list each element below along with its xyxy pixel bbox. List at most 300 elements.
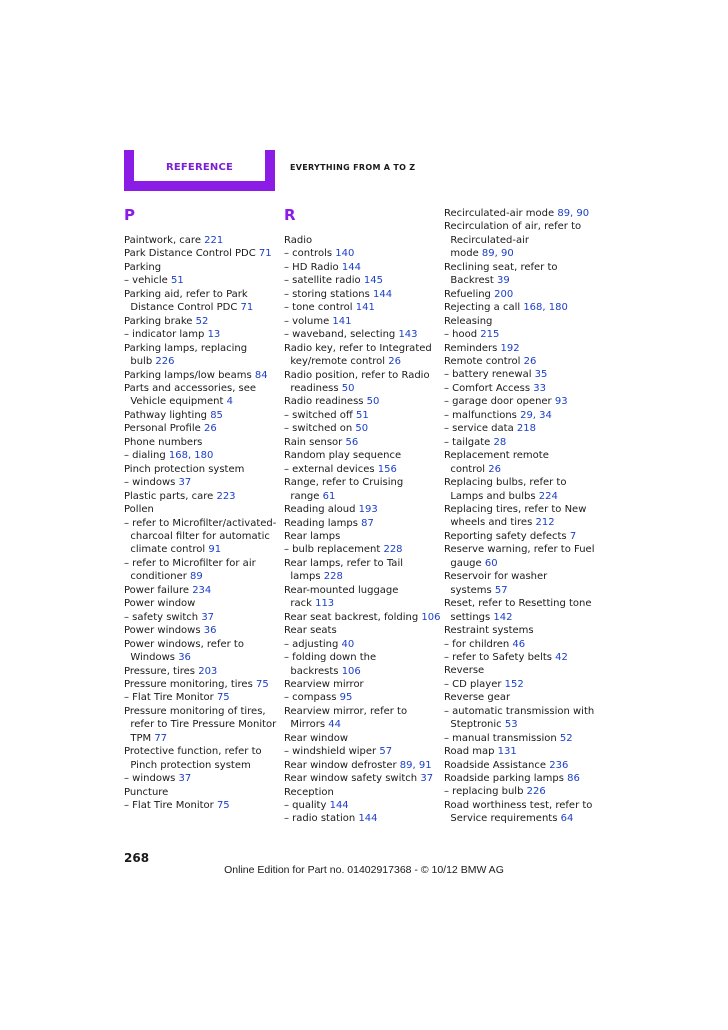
page-reference-link[interactable]: 144 — [329, 800, 349, 812]
page-reference-link[interactable]: 228 — [323, 571, 343, 583]
page-reference-link[interactable]: 37 — [178, 773, 192, 785]
index-entry — [444, 745, 594, 758]
index-entry — [444, 382, 594, 395]
index-entry — [444, 247, 594, 260]
page-reference-link[interactable]: 152 — [504, 678, 524, 690]
index-entry-text: Radio position, refer to Radio — [284, 369, 430, 381]
index-entry — [124, 517, 277, 530]
index-letter-heading: P — [124, 206, 135, 224]
index-entry-text: charcoal filter for automatic — [124, 530, 270, 542]
index-entry — [284, 395, 434, 408]
index-entry-text: – radio station — [284, 813, 359, 825]
index-entry-text: Backrest — [444, 275, 497, 287]
index-entry — [444, 624, 594, 637]
index-entry-text: – tailgate — [444, 436, 494, 448]
index-entry-text: – windows — [124, 773, 179, 785]
page-reference-link[interactable]: 142 — [493, 611, 513, 623]
page-reference-link[interactable]: 89, 91 — [399, 759, 432, 771]
section-tab-inner — [134, 150, 265, 181]
page-reference-link[interactable]: 144 — [341, 261, 361, 273]
index-entry-text: Replacing bulbs, refer to — [444, 477, 567, 489]
index-entry — [124, 786, 274, 799]
page-reference-link[interactable]: 37 — [420, 773, 434, 785]
index-entry-text: – refer to Microfilter for air — [124, 557, 256, 569]
index-entry — [284, 665, 434, 678]
index-entry — [444, 449, 594, 462]
page-reference-link[interactable]: 26 — [203, 423, 217, 435]
index-entry-text: Phone numbers — [124, 436, 203, 448]
index-entry-text: – manual transmission — [444, 732, 560, 744]
index-entry — [444, 503, 594, 516]
index-entry-text: control — [444, 463, 489, 475]
index-entry — [124, 355, 274, 368]
page-reference-link[interactable]: 218 — [516, 423, 536, 435]
index-entry — [444, 651, 594, 664]
index-entry-text: Parking brake — [124, 315, 196, 327]
index-entry-text: Pressure monitoring, tires — [124, 678, 256, 690]
index-entry-text: – automatic transmission with — [444, 705, 595, 717]
page-reference-link[interactable]: 89, 90 — [557, 208, 590, 219]
index-entry — [124, 611, 274, 624]
page-reference-link[interactable]: 212 — [535, 517, 555, 529]
index-entry — [124, 759, 274, 772]
index-entry-text: – folding down the — [284, 652, 377, 664]
index-entry — [284, 718, 434, 731]
index-entry-text: – compass — [284, 692, 340, 704]
index-entry-text: TPM — [124, 732, 155, 744]
index-entry — [124, 382, 274, 395]
index-entry — [444, 516, 594, 529]
index-entry — [124, 665, 274, 678]
index-entry — [444, 409, 594, 422]
index-entry-text: Rearview mirror — [284, 678, 364, 690]
index-entry — [124, 732, 274, 745]
index-entry — [444, 368, 594, 381]
index-entry-text: Rear seat backrest, folding — [284, 611, 422, 623]
page-reference-link[interactable]: 75 — [216, 800, 230, 812]
index-entry — [124, 490, 274, 503]
index-entry — [444, 759, 594, 772]
index-entry-text: – windshield wiper — [284, 746, 380, 758]
index-entry-text: Rear window defroster — [284, 759, 400, 771]
index-entry — [444, 234, 594, 247]
index-entry — [444, 422, 594, 435]
index-entry-text: – windows — [124, 477, 179, 489]
index-entry — [284, 301, 434, 314]
index-entry — [444, 557, 594, 570]
index-entry-text: climate control — [124, 544, 209, 556]
page-reference-link[interactable]: 33 — [533, 382, 547, 394]
index-entry-text: Pressure, tires — [124, 665, 199, 677]
index-entry — [444, 301, 594, 314]
page-reference-link[interactable]: 36 — [203, 625, 217, 637]
page-reference-link[interactable]: 75 — [255, 678, 269, 690]
index-entry-text: – volume — [284, 315, 333, 327]
page-reference-link[interactable]: 77 — [154, 732, 168, 744]
index-entry-text: Rear lamps — [284, 530, 341, 542]
page-reference-link[interactable]: 26 — [523, 355, 537, 367]
index-entry-text: Reverse — [444, 665, 485, 677]
index-entry — [444, 530, 594, 543]
header-title: EVERYTHING FROM A TO Z — [290, 163, 416, 172]
index-entry — [124, 234, 274, 247]
index-entry — [284, 369, 434, 382]
index-entry — [444, 597, 594, 610]
index-entry-text: Plastic parts, care — [124, 490, 217, 502]
page-reference-link[interactable]: 156 — [377, 463, 397, 475]
index-entry — [124, 288, 274, 301]
page-reference-link[interactable]: 144 — [358, 813, 378, 825]
index-entry-text: – hood — [444, 329, 481, 341]
index-entry-text: Pathway lighting — [124, 409, 211, 421]
index-entry-text: Reminders — [444, 342, 501, 354]
page-reference-link[interactable]: 26 — [488, 463, 501, 475]
index-entry-text: Pinch protection system — [124, 463, 245, 475]
index-entry-text: Reverse gear — [444, 692, 511, 704]
index-entry-text: Power windows, refer to — [124, 638, 244, 650]
index-entry — [284, 759, 434, 772]
index-entry — [124, 449, 274, 462]
index-entry-text: readiness — [284, 382, 342, 394]
index-entry — [124, 530, 274, 543]
index-entry — [284, 234, 434, 247]
page-reference-link[interactable]: 37 — [201, 611, 215, 623]
index-entry — [444, 718, 594, 731]
index-entry — [124, 315, 274, 328]
index-entry-text: Rear-mounted luggage — [284, 584, 399, 596]
index-entry — [124, 570, 274, 583]
page-reference-link[interactable]: 37 — [178, 477, 192, 489]
page-reference-link[interactable]: 91 — [208, 544, 222, 556]
index-entry — [284, 503, 434, 516]
index-entry-text: Rain sensor — [284, 436, 346, 448]
page-reference-link[interactable]: 168, 180 — [168, 450, 214, 462]
page-reference-link[interactable]: 86 — [567, 773, 580, 785]
page-reference-link[interactable]: 28 — [493, 436, 507, 448]
index-entry — [444, 288, 594, 301]
page-reference-link[interactable]: 52 — [195, 315, 209, 327]
index-entry — [284, 490, 434, 503]
page-reference-link[interactable]: 71 — [240, 302, 254, 314]
page-reference-link[interactable]: 141 — [332, 315, 352, 327]
index-entry-text: Mirrors — [284, 719, 329, 731]
index-entry — [444, 220, 594, 233]
index-entry — [284, 328, 434, 341]
index-entry-text: Recirculation of air, refer to — [444, 221, 582, 233]
index-entry-text: Reading lamps — [284, 517, 362, 529]
page-reference-link[interactable]: 51 — [170, 275, 184, 287]
index-entry — [124, 463, 274, 476]
index-entry — [284, 678, 434, 691]
index-entry-text: Road map — [444, 746, 498, 758]
index-entry-text: Rearview mirror, refer to — [284, 705, 408, 717]
page-reference-link[interactable]: 143 — [398, 329, 418, 341]
index-entry — [444, 328, 594, 341]
page-reference-link[interactable]: 56 — [345, 436, 359, 448]
page-reference-link[interactable]: 144 — [372, 288, 393, 300]
index-entry-text: Road worthiness test, refer to — [444, 799, 593, 811]
page-reference-link[interactable]: 50 — [355, 423, 369, 435]
index-entry — [124, 745, 274, 758]
index-entry-text: Reservoir for washer — [444, 571, 548, 583]
index-entry-text: Range, refer to Cruising — [284, 477, 404, 489]
page-reference-link[interactable]: 29, 34 — [520, 409, 552, 421]
index-entry — [124, 409, 274, 422]
page-reference-link[interactable]: 228 — [383, 544, 403, 556]
index-entry — [124, 247, 274, 260]
index-entry-text: – indicator lamp — [124, 329, 208, 341]
index-entry-text: Replacement remote — [444, 450, 549, 462]
index-entry-text: refer to Tire Pressure Monitor — [124, 719, 277, 731]
index-entry — [124, 638, 274, 651]
index-entry — [444, 638, 594, 651]
index-entry-text: Protective function, refer to — [124, 746, 262, 758]
index-entry-text: Steptronic — [444, 719, 505, 731]
page-reference-link[interactable]: 113 — [315, 598, 335, 610]
page-reference-link[interactable]: 51 — [355, 409, 369, 421]
page-reference-link[interactable]: 75 — [216, 692, 230, 704]
index-entry — [444, 463, 594, 476]
index-entry-text: Parking — [124, 261, 162, 273]
page-reference-link[interactable]: 4 — [226, 396, 233, 408]
index-entry-text: Vehicle equipment — [124, 396, 227, 408]
index-entry — [284, 247, 434, 260]
index-entry — [444, 476, 594, 489]
page-reference-link[interactable]: 89, 90 — [481, 248, 514, 260]
index-entry — [444, 611, 594, 624]
page-reference-link[interactable]: 93 — [554, 396, 568, 408]
index-entry — [444, 678, 594, 691]
page-reference-link[interactable]: 50 — [366, 396, 380, 408]
page-reference-link[interactable]: 64 — [560, 813, 574, 825]
index-entry — [284, 517, 434, 530]
page-reference-link[interactable]: 40 — [341, 638, 355, 650]
index-entry-text: gauge — [444, 557, 485, 569]
index-entry-text: Radio key, refer to Integrated — [284, 342, 432, 354]
index-entry — [284, 543, 434, 556]
index-entry-text: Reserve warning, refer to Fuel — [444, 544, 595, 556]
index-entry — [284, 705, 434, 718]
page-reference-link[interactable]: 84 — [254, 369, 268, 381]
index-entry — [444, 543, 594, 556]
index-entry-text: – controls — [284, 248, 336, 260]
page-reference-link[interactable]: 236 — [549, 759, 569, 771]
index-entry-text: Pollen — [124, 504, 154, 516]
index-entry-text: Park Distance Control PDC — [124, 248, 259, 260]
index-entry — [284, 624, 434, 637]
index-entry — [284, 651, 434, 664]
index-entry-text: Remote control — [444, 355, 524, 367]
index-entry — [284, 557, 434, 570]
page-reference-link[interactable]: 35 — [534, 369, 548, 381]
index-entry — [284, 772, 434, 785]
page-reference-link[interactable]: 193 — [358, 504, 378, 516]
page-reference-link[interactable]: 224 — [538, 490, 558, 502]
index-entry-text: – refer to Safety belts — [444, 651, 556, 663]
page-reference-link[interactable]: 221 — [204, 235, 224, 246]
page-reference-link[interactable]: 215 — [480, 329, 500, 341]
index-entry — [444, 207, 594, 220]
index-entry — [124, 543, 274, 556]
index-letter-heading: R — [284, 206, 296, 224]
page-reference-link[interactable]: 131 — [497, 746, 517, 758]
index-entry-text: – quality — [284, 800, 330, 812]
index-entry-text: Rear window safety switch — [284, 773, 421, 785]
index-entry-text: wheels and tires — [444, 517, 536, 529]
page-reference-link[interactable]: 226 — [526, 786, 546, 798]
index-entry-text: mode — [444, 248, 482, 260]
index-entry-text: – vehicle — [124, 275, 171, 287]
page-reference-link[interactable]: 203 — [198, 665, 218, 677]
index-entry — [284, 463, 434, 476]
index-entry — [284, 611, 441, 624]
index-entry-text: Reset, refer to Resetting tone — [444, 598, 592, 610]
page-reference-link[interactable]: 53 — [504, 719, 518, 731]
index-entry-text: – safety switch — [124, 611, 202, 623]
index-entry-text: – tone control — [284, 302, 356, 314]
index-entry-text: rack — [284, 598, 316, 610]
index-entry-text: Paintwork, care — [124, 235, 205, 246]
page-reference-link[interactable]: 226 — [155, 356, 175, 368]
index-entry — [124, 799, 274, 812]
page-reference-link[interactable]: 71 — [258, 248, 272, 260]
index-entry — [444, 436, 594, 449]
index-entry — [444, 274, 594, 287]
page-reference-link[interactable]: 89 — [190, 571, 203, 583]
index-column-3 — [444, 207, 594, 826]
index-entry-text: – satellite radio — [284, 275, 364, 287]
index-entry — [284, 355, 434, 368]
index-entry — [284, 638, 434, 651]
index-entry-text: Parking aid, refer to Park — [124, 288, 248, 300]
index-entry — [284, 786, 434, 799]
index-entry — [124, 274, 274, 287]
index-entry — [284, 476, 434, 489]
index-entry — [124, 395, 274, 408]
page-reference-link[interactable]: 140 — [335, 248, 355, 260]
index-entry-text: Pressure monitoring of tires, — [124, 705, 266, 717]
index-entry — [124, 718, 277, 731]
index-entry — [444, 395, 594, 408]
index-entry-text: Recirculated-air — [444, 234, 529, 246]
index-entry — [124, 584, 274, 597]
page-reference-link[interactable]: 168, 180 — [523, 302, 568, 314]
index-entry — [444, 261, 594, 274]
page-reference-link[interactable]: 95 — [339, 692, 353, 704]
index-entry-text: bulb — [124, 356, 156, 368]
page-reference-link[interactable]: 7 — [569, 530, 577, 542]
index-entry-text: Restraint systems — [444, 625, 534, 637]
index-entry — [444, 772, 594, 785]
index-entry — [124, 772, 274, 785]
page-reference-link[interactable]: 223 — [216, 490, 236, 502]
page-reference-link[interactable]: 234 — [192, 584, 212, 596]
index-entry — [284, 691, 434, 704]
index-entry — [284, 745, 434, 758]
index-entry-text: Reporting safety defects — [444, 530, 570, 542]
page-reference-link[interactable]: 106 — [341, 665, 361, 677]
index-entry-text: – refer to Microfilter/activated- — [124, 517, 277, 529]
page-reference-link[interactable]: 57 — [379, 746, 393, 758]
page-reference-link[interactable]: 39 — [497, 275, 510, 287]
index-entry — [284, 597, 434, 610]
index-entry — [444, 342, 594, 355]
page-reference-link[interactable]: 42 — [555, 651, 568, 663]
index-entry-text: range — [284, 490, 323, 502]
index-entry — [284, 799, 434, 812]
page-reference-link[interactable]: 44 — [328, 719, 341, 731]
index-entry — [444, 570, 594, 583]
index-entry-text: Reclining seat, refer to — [444, 261, 558, 273]
page-reference-link[interactable]: 57 — [494, 584, 508, 596]
section-tab — [124, 150, 275, 191]
index-entry-text: Releasing — [444, 315, 493, 327]
index-entry — [284, 261, 434, 274]
index-entry — [444, 355, 594, 368]
index-entry — [444, 490, 594, 503]
index-entry — [284, 422, 434, 435]
page-reference-link[interactable]: 145 — [363, 275, 383, 287]
index-entry-text: – switched off — [284, 409, 356, 421]
index-entry — [444, 315, 594, 328]
index-entry-text: Reading aloud — [284, 504, 359, 516]
page-reference-link[interactable]: 52 — [559, 732, 573, 744]
page-reference-link[interactable]: 85 — [210, 409, 223, 421]
index-entry — [124, 422, 274, 435]
page-reference-link[interactable]: 60 — [484, 557, 498, 569]
index-entry-text: Windows — [124, 652, 179, 664]
page-reference-link[interactable]: 61 — [322, 490, 336, 502]
index-entry-text: backrests — [284, 665, 342, 677]
index-entry — [284, 530, 434, 543]
page-reference-link[interactable]: 46 — [512, 638, 526, 650]
index-entry-text: settings — [444, 611, 494, 623]
index-entry-text: Power failure — [124, 584, 193, 596]
index-entry-text: – switched on — [284, 423, 356, 435]
index-entry-text: – Flat Tire Monitor — [124, 800, 217, 812]
index-entry-text: – CD player — [444, 678, 505, 690]
page-reference-link[interactable]: 192 — [500, 342, 520, 354]
page-reference-link[interactable]: 36 — [178, 652, 191, 664]
page-reference-link[interactable]: 87 — [361, 517, 374, 529]
index-entry — [444, 799, 594, 812]
page-reference-link[interactable]: 26 — [388, 356, 401, 368]
index-entry — [124, 624, 274, 637]
page-reference-link[interactable]: 141 — [355, 302, 375, 314]
page-number: 268 — [124, 851, 150, 865]
index-entry — [444, 785, 594, 798]
index-entry — [284, 436, 434, 449]
index-entry — [124, 557, 274, 570]
index-entry-text: Roadside parking lamps — [444, 773, 568, 785]
index-entry-text: Roadside Assistance — [444, 759, 550, 771]
index-entry-text: conditioner — [124, 571, 191, 583]
index-entry-text: – malfunctions — [444, 409, 521, 421]
index-entry-text: Pinch protection system — [124, 759, 251, 771]
index-entry-text: Radio — [284, 235, 313, 246]
page-reference-link[interactable]: 106 — [421, 611, 441, 623]
index-entry — [284, 288, 434, 301]
index-entry-text: – Flat Tire Monitor — [124, 692, 217, 704]
index-entry-text: – replacing bulb — [444, 786, 527, 798]
index-entry — [284, 342, 434, 355]
index-column-1 — [124, 206, 277, 812]
page-reference-link[interactable]: 50 — [341, 382, 355, 394]
index-entry — [284, 570, 434, 583]
page-reference-link[interactable]: 13 — [207, 329, 221, 341]
footer-text: Online Edition for Part no. 01402917368 - © 10/12 BMW AG — [224, 864, 504, 876]
page-reference-link[interactable]: 200 — [494, 288, 514, 300]
